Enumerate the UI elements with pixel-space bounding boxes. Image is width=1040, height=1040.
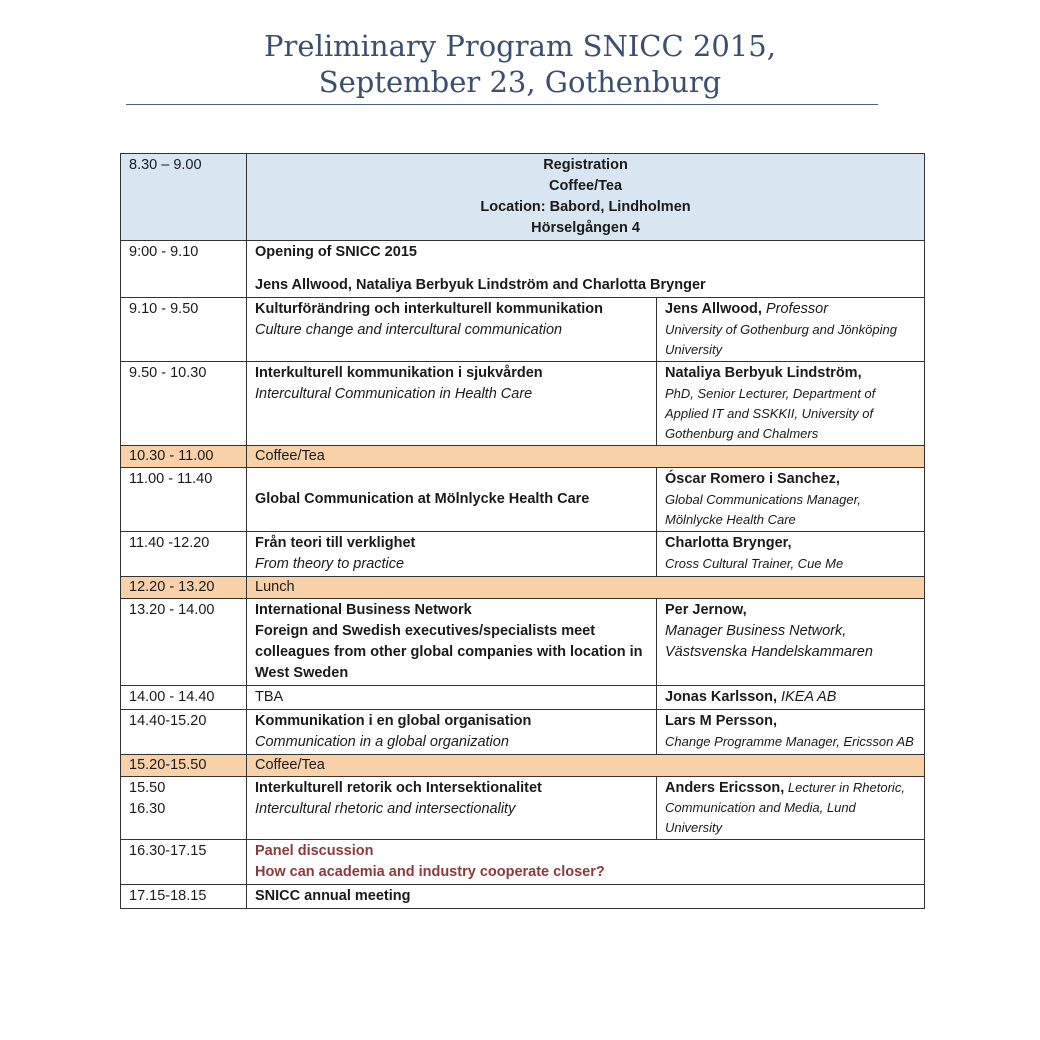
- table-row-registration: [121, 154, 925, 241]
- time-start: 15.50: [129, 780, 166, 796]
- program-table: [120, 153, 925, 909]
- session-title: Opening of SNICC 2015: [255, 244, 417, 260]
- session-title: Från teori till verklighet: [255, 535, 416, 551]
- speaker-name: Per Jernow,: [665, 602, 747, 618]
- speaker-name: Óscar Romero i Sanchez,: [665, 471, 840, 487]
- panel-details: [247, 840, 925, 885]
- session-subtitle: Communication in a global organization: [255, 734, 509, 750]
- time-cell: 8.30 – 9.00: [121, 154, 247, 241]
- speaker-affiliation: PhD, Senior Lecturer, Department of Applied IT and SSKKII, University of Gothenburg and Chalmers: [665, 386, 876, 441]
- speaker-cell: [657, 468, 925, 532]
- speaker-role: Professor: [761, 301, 829, 317]
- table-row-annual: [121, 885, 925, 909]
- topic-cell: [247, 710, 657, 755]
- speaker-cell: [657, 362, 925, 446]
- session-subtitle: Intercultural rhetoric and intersectionality: [255, 801, 516, 817]
- registration-line: Registration: [543, 157, 628, 173]
- table-row: [121, 298, 925, 362]
- session-subtitle: Culture change and intercultural communication: [255, 322, 563, 338]
- speaker-name: Charlotta Brynger,: [665, 535, 792, 551]
- session-title: Kommunikation i en global organisation: [255, 713, 532, 729]
- session-title: SNICC annual meeting: [247, 885, 925, 909]
- panel-question: How can academia and industry cooperate closer?: [255, 864, 605, 880]
- time-cell: 11.40 -12.20: [121, 532, 247, 577]
- opening-people: Jens Allwood, Nataliya Berbyuk Lindström and Charlotta Brynger: [255, 277, 706, 293]
- registration-details: [247, 154, 925, 241]
- page-title: [0, 28, 1040, 100]
- speaker-cell: [657, 777, 925, 840]
- speaker-name: Nataliya Berbyuk Lindström,: [665, 365, 862, 381]
- table-row: [121, 710, 925, 755]
- table-row-opening: [121, 241, 925, 298]
- session-title: TBA: [255, 689, 284, 705]
- time-cell: 12.20 - 13.20: [121, 577, 247, 599]
- time-cell: 17.15-18.15: [121, 885, 247, 909]
- session-subtitle: From theory to practice: [255, 556, 405, 572]
- speaker-name: Jens Allwood,: [665, 301, 762, 317]
- topic-cell: [247, 599, 657, 686]
- table-row-break: [121, 755, 925, 777]
- speaker-cell: [657, 710, 925, 755]
- time-cell: 15.20-15.50: [121, 755, 247, 777]
- session-subtitle: Intercultural Communication in Health Care: [255, 386, 533, 402]
- registration-line: Hörselgången 4: [531, 220, 640, 236]
- table-row-panel: [121, 840, 925, 885]
- topic-cell: [247, 468, 657, 532]
- time-cell: 13.20 - 14.00: [121, 599, 247, 686]
- speaker-name: Jonas Karlsson,: [665, 689, 778, 705]
- table-row: [121, 468, 925, 532]
- title-line-2: September 23, Gothenburg: [318, 65, 722, 99]
- speaker-affiliation: Manager Business Network, Västsvenska Handelskammaren: [665, 623, 873, 660]
- time-cell: 14.00 - 14.40: [121, 686, 247, 710]
- topic-cell: [247, 777, 657, 840]
- session-title: Kulturförändring och interkulturell kommunikation: [255, 301, 604, 317]
- session-title: International Business Network: [255, 602, 472, 618]
- topic-cell: [247, 532, 657, 577]
- time-cell: 14.40-15.20: [121, 710, 247, 755]
- topic-cell: [247, 362, 657, 446]
- session-title: Interkulturell retorik och Intersektionalitet: [255, 780, 542, 796]
- speaker-affiliation: IKEA AB: [777, 689, 837, 705]
- table-row: [121, 777, 925, 840]
- speaker-cell: [657, 599, 925, 686]
- title-line-1: Preliminary Program SNICC 2015,: [264, 29, 776, 63]
- session-title: Interkulturell kommunikation i sjukvården: [255, 365, 543, 381]
- break-label: Coffee/Tea: [247, 755, 925, 777]
- speaker-cell: [657, 298, 925, 362]
- speaker-affiliation: Change Programme Manager, Ericsson AB: [665, 734, 914, 749]
- table-row: [121, 686, 925, 710]
- registration-line: Coffee/Tea: [548, 178, 623, 194]
- time-cell: 10.30 - 11.00: [121, 446, 247, 468]
- table-row-break: [121, 446, 925, 468]
- speaker-affiliation: Global Communications Manager, Mölnlycke Health Care: [665, 492, 861, 527]
- session-description: Foreign and Swedish executives/specialists meet colleagues from other global companies with location in West Sweden: [255, 623, 643, 681]
- time-cell: 11.00 - 11.40: [121, 468, 247, 532]
- table-row: [121, 532, 925, 577]
- speaker-affiliation: Lecturer in Rhetoric, Communication and Media, Lund University: [665, 780, 905, 835]
- table-row-break: [121, 577, 925, 599]
- time-cell: 9.50 - 10.30: [121, 362, 247, 446]
- speaker-name: Anders Ericsson,: [665, 780, 785, 796]
- panel-title: Panel discussion: [255, 843, 374, 859]
- speaker-name: Lars M Persson,: [665, 713, 778, 729]
- speaker-cell: [657, 686, 925, 710]
- speaker-affiliation: Cross Cultural Trainer, Cue Me: [665, 556, 844, 571]
- speaker-affiliation: University of Gothenburg and Jönköping University: [665, 322, 897, 357]
- registration-line: Location: Babord, Lindholmen: [480, 199, 691, 215]
- table-row: [121, 599, 925, 686]
- topic-cell: [247, 686, 657, 710]
- title-underline: [126, 104, 878, 105]
- time-end: 16.30: [129, 801, 166, 817]
- table-row: [121, 362, 925, 446]
- topic-cell: [247, 298, 657, 362]
- session-title: Global Communication at Mölnlycke Health Care: [255, 491, 590, 507]
- break-label: Coffee/Tea: [247, 446, 925, 468]
- time-cell: 9.10 - 9.50: [121, 298, 247, 362]
- speaker-cell: [657, 532, 925, 577]
- time-cell: 9:00 - 9.10: [121, 241, 247, 298]
- time-cell: [121, 777, 247, 840]
- time-cell: 16.30-17.15: [121, 840, 247, 885]
- opening-details: [247, 241, 925, 298]
- break-label: Lunch: [247, 577, 925, 599]
